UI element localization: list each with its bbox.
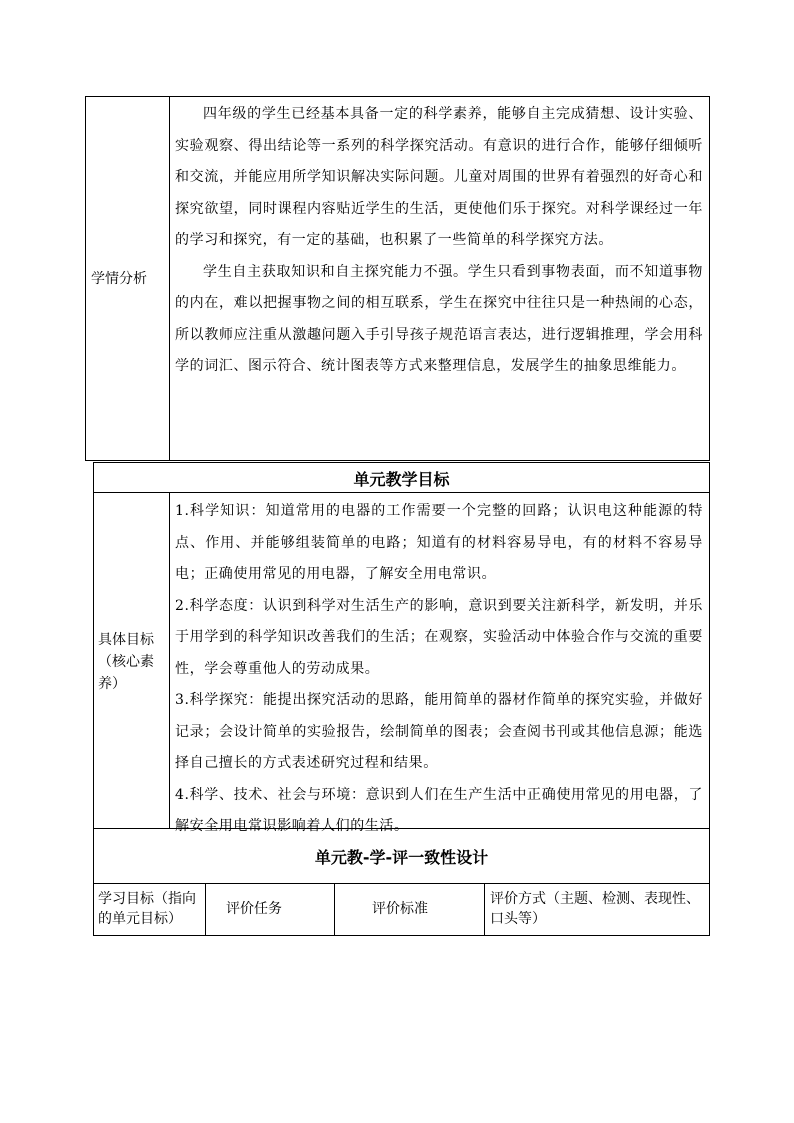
table1-bottom-border: [85, 460, 710, 461]
table1-left-border: [85, 96, 86, 461]
table1-top-border: [85, 96, 710, 97]
student-analysis-paragraph-1: 四年级的学生已经基本具备一定的科学素养，能够自主完成猜想、设计实验、实验观察、得出结论等一系列的科学探究活动。有意识的进行合作，能够仔细倾听和交流，并能应用所学知识解决实际问题。儿童对周围的世界有着强烈的好奇心和探究欲望，同时课程内容贴近学生的生活，更使他们乐于探究。对科学课经过一年的学习和探究，有一定的基础，也积累了一些简单的科学探究方法。: [175, 106, 703, 248]
unit-goals-heading: 单元教学目标: [353, 470, 450, 489]
column-header-standard: 评价标准: [372, 901, 428, 917]
column-header-learning-goal: 学习目标（指向的单元目标）: [98, 891, 196, 927]
unit-goals-content: [175, 496, 703, 843]
table3-bottom-border: [93, 935, 710, 936]
table1-right-border: [709, 96, 710, 461]
table2-right-border: [709, 462, 710, 829]
goal-item-2: 2.科学态度：认识到科学对生活生产的影响，意识到要关注新科学，新发明，并乐于用学到的科学知识改善我们的生活；在观察，实验活动中体验合作与交流的重要性，学会尊重他人的劳动成果。: [175, 597, 703, 677]
goal-item-1: 1.科学知识：知道常用的电器的工作需要一个完整的回路；认识电这种能源的特点、作用、并能够组装简单的电路；知道有的材料容易导电，有的材料不容易导电；正确使用常见的用电器，了解安全用电常识。: [175, 503, 703, 582]
column-header-method: 评价方式（主题、检测、表现性、口头等）: [490, 891, 700, 927]
table3-heading-divider: [93, 883, 710, 884]
table2-divider: [169, 492, 170, 829]
table3-col-divider-2: [334, 883, 335, 936]
table2-left-border: [93, 462, 94, 829]
consistency-heading: 单元教-学-评一致性设计: [314, 848, 489, 867]
table2-heading-divider: [93, 492, 710, 493]
table3-col-divider-1: [205, 883, 206, 936]
goal-item-4: 4.科学、技术、社会与环境：意识到人们在生产生活中正确使用常见的用电器，了解安全用电常识影响着人们的生活。: [175, 786, 703, 834]
goal-item-3: 3.科学探究：能提出探究活动的思路，能用简单的器材作简单的探究实验，并做好记录；会设计简单的实验报告，绘制简单的图表；会查阅书刊或其他信息源；能选择自己擅长的方式表述研究过程和结果。: [175, 692, 703, 771]
column-header-task: 评价任务: [226, 901, 282, 917]
unit-goals-label: 具体目标（核心素养）: [98, 632, 154, 692]
student-analysis-content: [175, 99, 703, 383]
table1-divider: [169, 96, 170, 461]
student-analysis-paragraph-2: 学生自主获取知识和自主探究能力不强。学生只看到事物表面，而不知道事物的内在，难以把握事物之间的相互联系，学生在探究中往往只是一种热闹的心态，所以教师应注重从激趣问题入手引导孩子规范语言表达，进行逻辑推理，学会用科学的词汇、图示符合、统计图表等方式来整理信息，发展学生的抽象思维能力。: [175, 263, 703, 374]
table2-top-border: [93, 462, 710, 463]
table3-col-divider-3: [484, 883, 485, 936]
student-analysis-label: 学情分析: [91, 271, 147, 287]
